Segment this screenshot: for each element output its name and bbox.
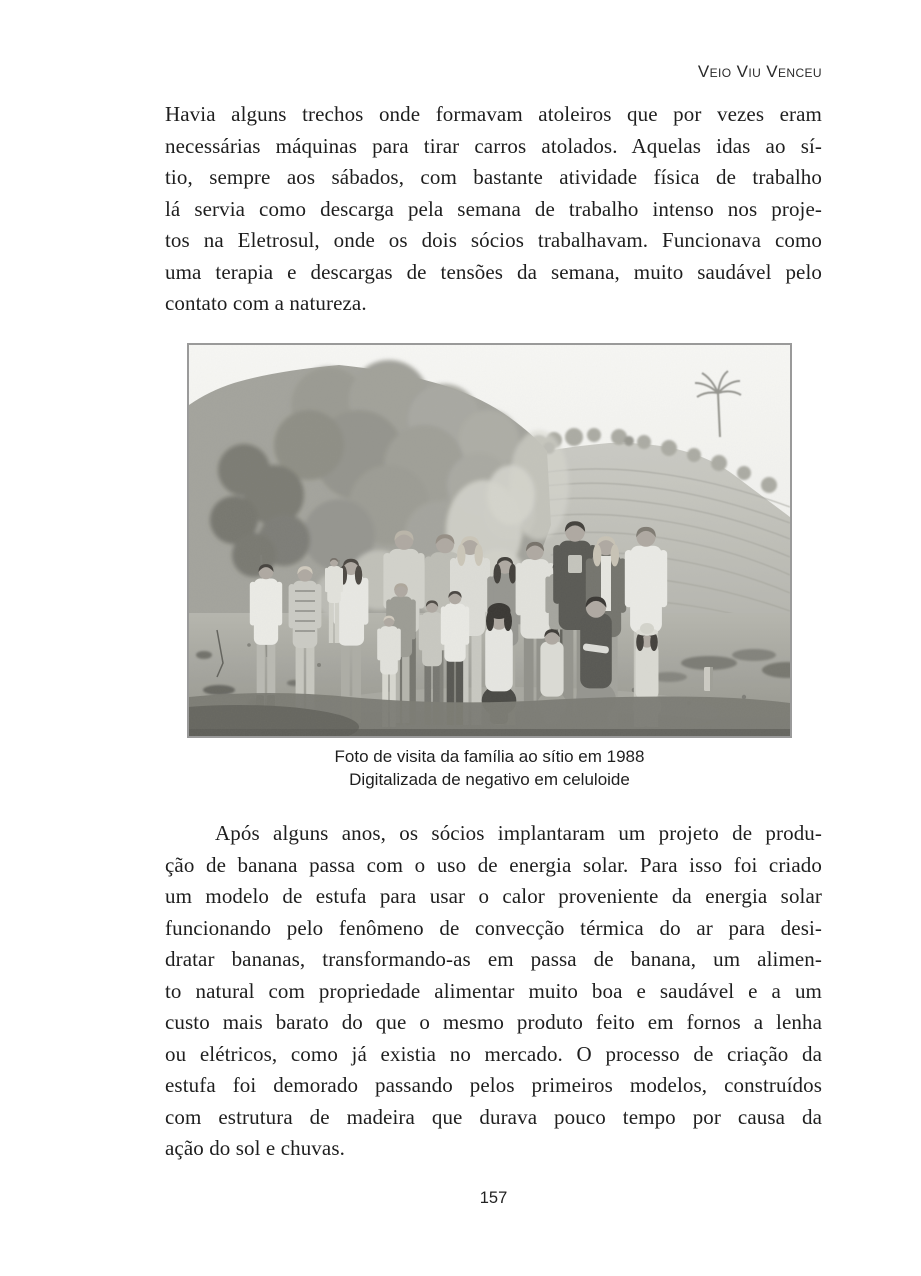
body-line: tos na Eletrosul, onde os dois sócios trabalhavam. Funcionava como (165, 228, 822, 252)
family-photo-figure (187, 343, 792, 738)
family-photo (189, 345, 790, 736)
body-line: estufa foi demorado passando pelos primeiros modelos, construídos (165, 1073, 822, 1097)
body-line: custo mais barato do que o mesmo produto feito em fornos a lenha (165, 1010, 822, 1034)
body-line: Após alguns anos, os sócios implantaram um projeto de produ- (215, 821, 822, 845)
body-line: ou elétricos, como já existia no mercado. O processo de criação da (165, 1041, 822, 1066)
caption-line-2: Digitalizada de negativo em celuloide (349, 770, 630, 789)
body-line: com estrutura de madeira que durava pouco tempo por causa da (165, 1104, 822, 1129)
body-line: necessárias máquinas para tirar carros atolados. Aquelas idas ao sí- (165, 133, 822, 158)
photo-caption (187, 745, 792, 791)
body-line: dratar bananas, transformando-as em passa de banana, um alimen- (165, 947, 822, 971)
body-line: contato com a natureza. (165, 291, 367, 315)
body-line: Havia alguns trechos onde formavam atoleiros que por vezes eram (165, 102, 822, 126)
caption-line-1: Foto de visita da família ao sítio em 1988 (334, 747, 645, 766)
body-line: ação do sol e chuvas. (165, 1136, 345, 1160)
body-line: tio, sempre aos sábados, com bastante atividade física de trabalho (165, 165, 822, 189)
body-line: um modelo de estufa para usar o calor proveniente da energia solar (165, 884, 822, 908)
body-paragraph-1 (165, 99, 822, 320)
body-line: ção de banana passa com o uso de energia solar. Para isso foi criado (165, 852, 822, 877)
body-paragraph-2 (165, 818, 822, 1165)
body-line: lá servia como descarga pela semana de trabalho intenso nos proje- (165, 196, 822, 221)
running-header: Veio Viu Venceu (697, 62, 822, 81)
page-number: 157 (479, 1189, 508, 1207)
body-line: funcionando pelo fenômeno de convecção térmica do ar para desi- (165, 915, 822, 940)
body-line: to natural com propriedade alimentar muito boa e saudável e a um (165, 978, 822, 1003)
body-line: uma terapia e descargas de tensões da semana, muito saudável pelo (165, 259, 822, 284)
